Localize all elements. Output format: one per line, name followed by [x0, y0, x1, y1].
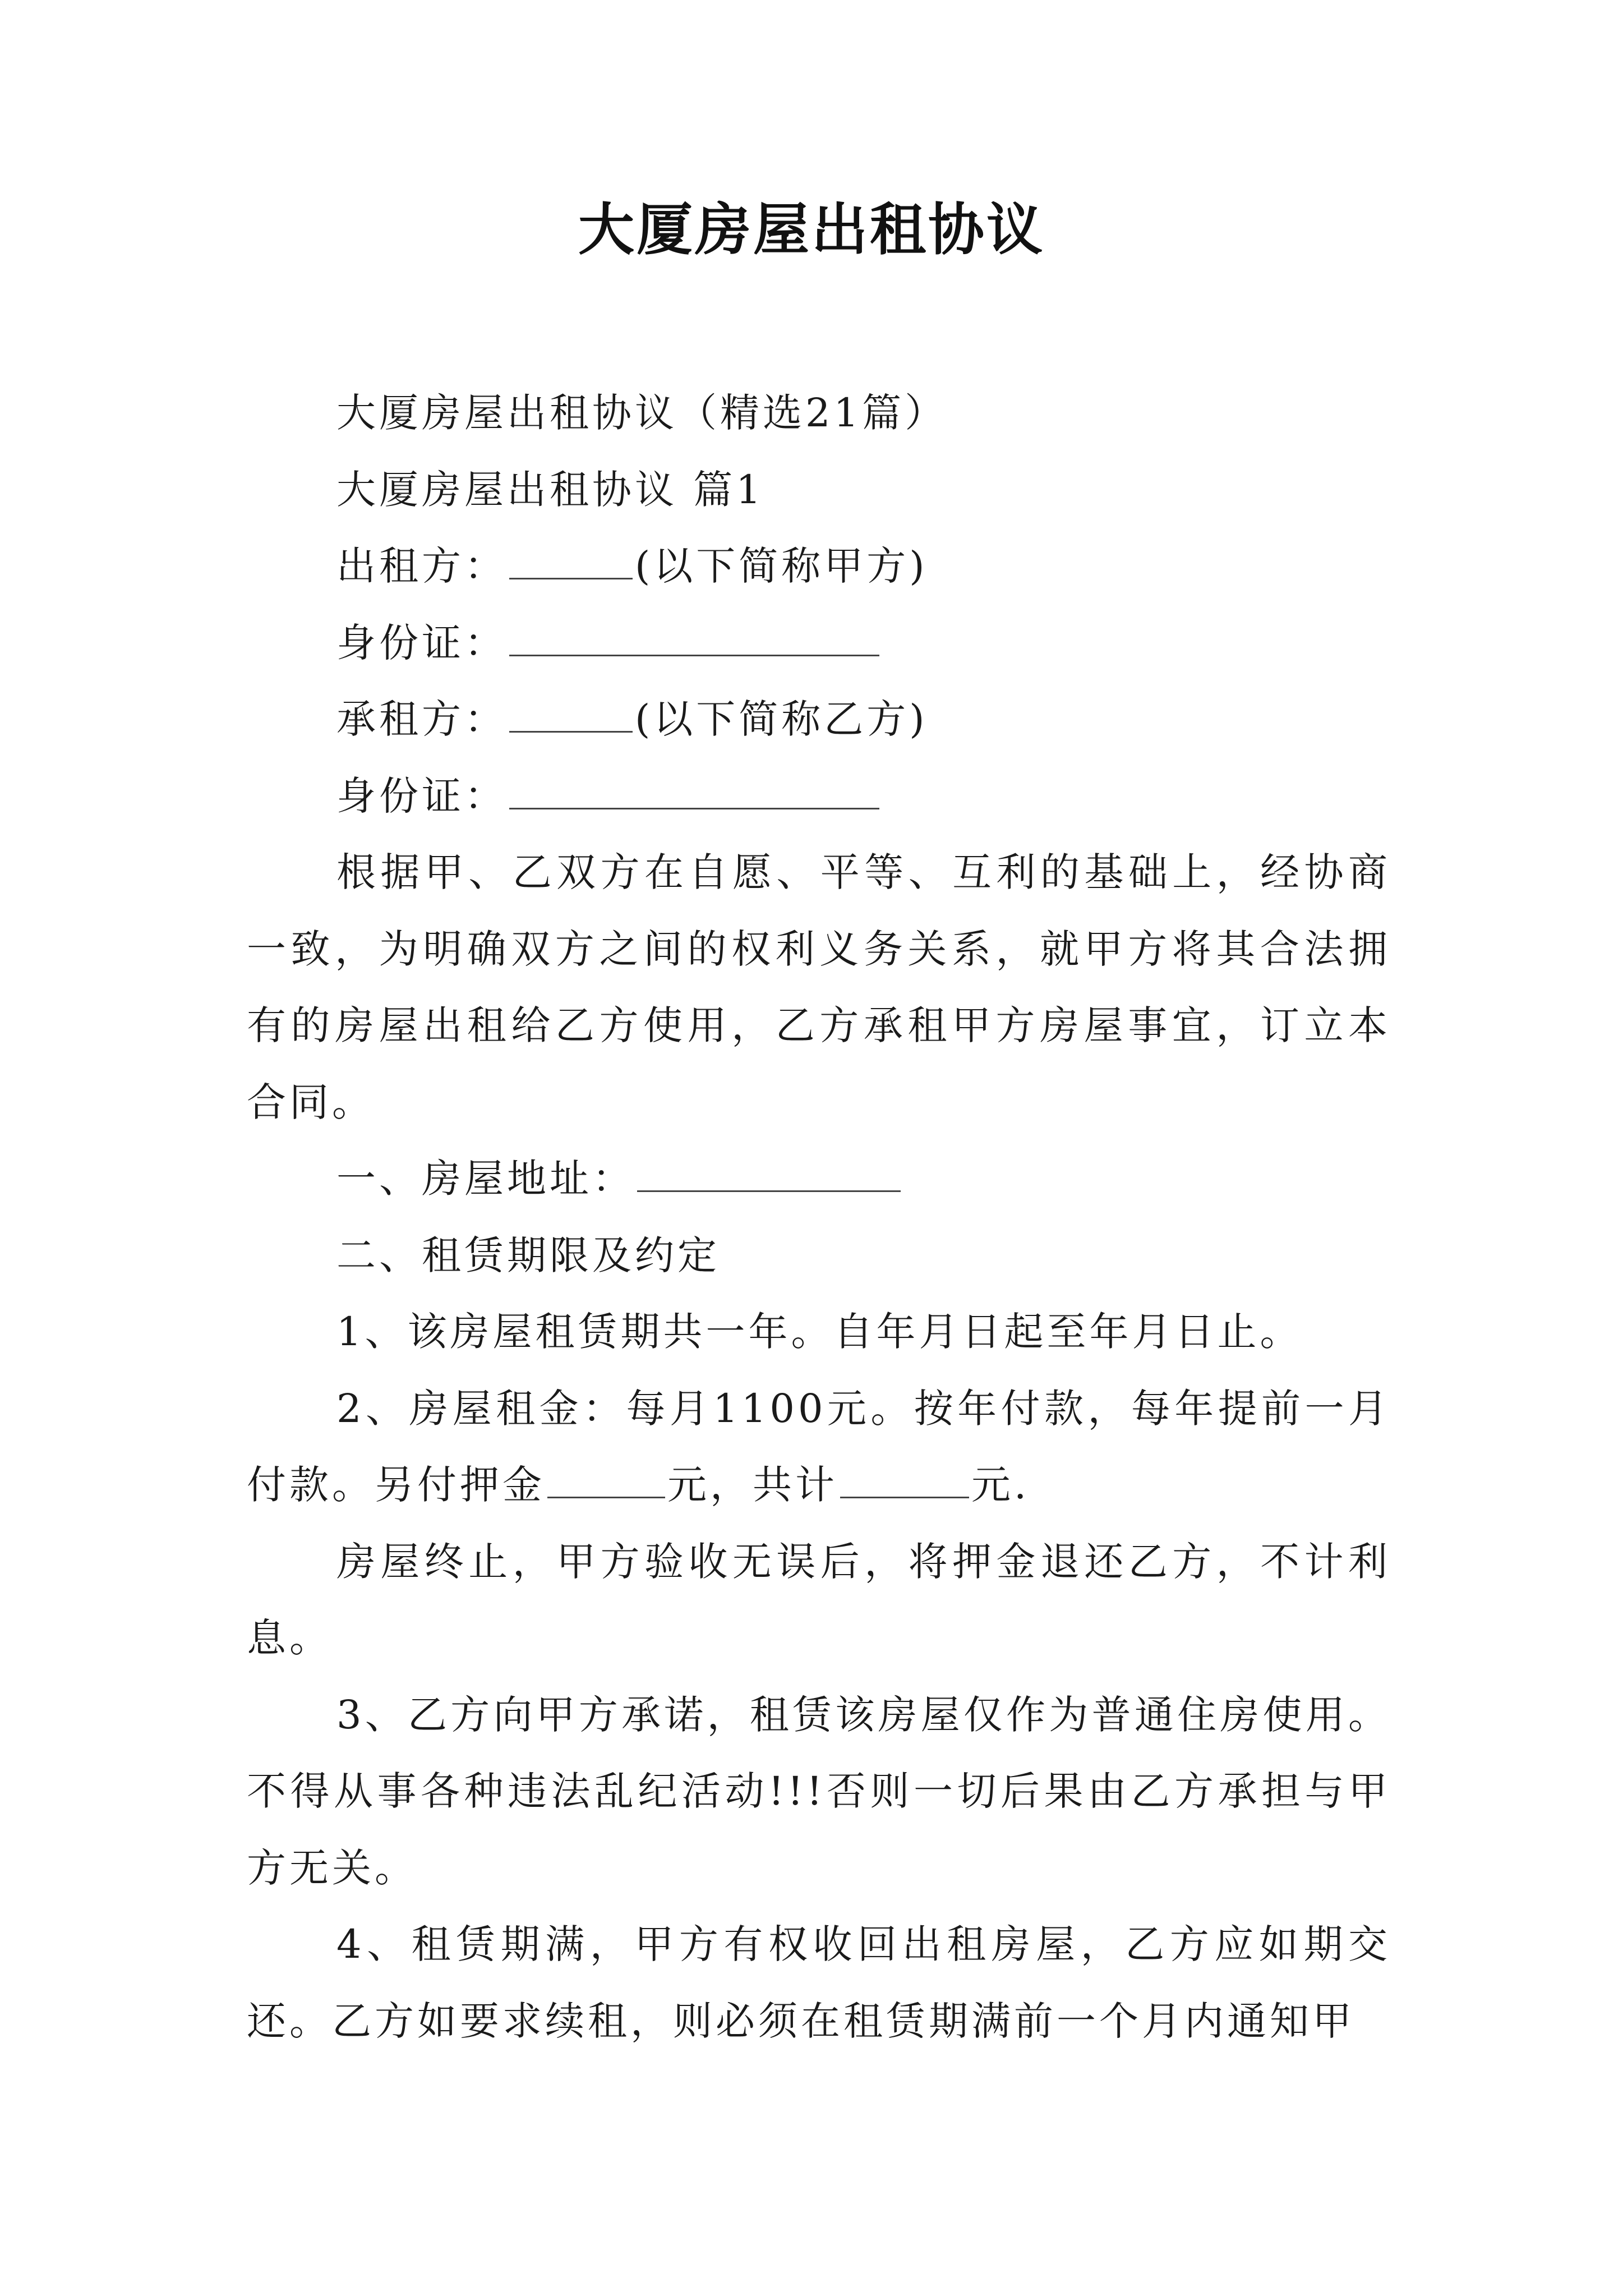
lessor-line: [247, 528, 1391, 605]
address-blank: [637, 1158, 901, 1192]
deposit-blank: [547, 1464, 665, 1498]
item-2-text-b: 元，共计: [667, 1462, 838, 1508]
id-label: 身份证：: [336, 772, 507, 819]
lessee-id-blank: [509, 775, 879, 809]
id-label: 身份证：: [336, 619, 507, 666]
item-4: 4、租赁期满，甲方有权收回出租房屋，乙方应如期交还。乙方如要求续租，则必须在租赁期满前一个月内通知甲: [247, 1921, 1391, 2044]
lessee-line: [247, 681, 1391, 758]
document-title: 大厦房屋出租协议: [578, 197, 1045, 263]
lessee-label: 承租方：: [336, 696, 507, 742]
lessee-id-line: [247, 758, 1391, 835]
section-heading: 大厦房屋出租协议 篇1: [336, 466, 764, 513]
item-2-text-c: 元.: [971, 1462, 1030, 1508]
subtitle: 大厦房屋出租协议（精选21篇）: [336, 390, 948, 436]
lessor-id-blank: [509, 622, 879, 656]
item-2-note: 房屋终止，甲方验收无误后，将押金退还乙方，不计利息。: [247, 1538, 1391, 1661]
total-blank: [840, 1464, 969, 1498]
lessor-id-line: [247, 605, 1391, 682]
item-3: 3、乙方向甲方承诺，租赁该房屋仅作为普通住房使用。不得从事各种违法乱纪活动!!!否则一切后果由乙方承担与甲方无关。: [247, 1691, 1391, 1891]
item-1: 1、该房屋租赁期共一年。自年月日起至年月日止。: [336, 1309, 1303, 1355]
lessee-suffix: (以下简称乙方): [635, 696, 928, 742]
clause-address-line: [247, 1140, 1391, 1217]
lessor-suffix: (以下简称甲方): [635, 543, 928, 589]
intro-paragraph: 根据甲、乙双方在自愿、平等、互利的基础上，经协商一致，为明确双方之间的权利义务关系，就甲方将其合法拥有的房屋出租给乙方使用，乙方承租甲方房屋事宜，订立本合同。: [247, 849, 1391, 1125]
item-2-text-a: 2、房屋租金：每月1100元。按年付款，每年提前一月付款。另付押金: [247, 1385, 1391, 1508]
document-body: [247, 375, 1391, 2059]
clause-term-heading: 二、租赁期限及约定: [336, 1232, 720, 1278]
lessee-name-blank: [509, 698, 633, 733]
lessor-label: 出租方：: [336, 543, 507, 589]
lessor-name-blank: [509, 545, 633, 579]
clause-address-label: 一、房屋地址：: [336, 1156, 635, 1202]
item-2: [247, 1370, 1391, 1524]
